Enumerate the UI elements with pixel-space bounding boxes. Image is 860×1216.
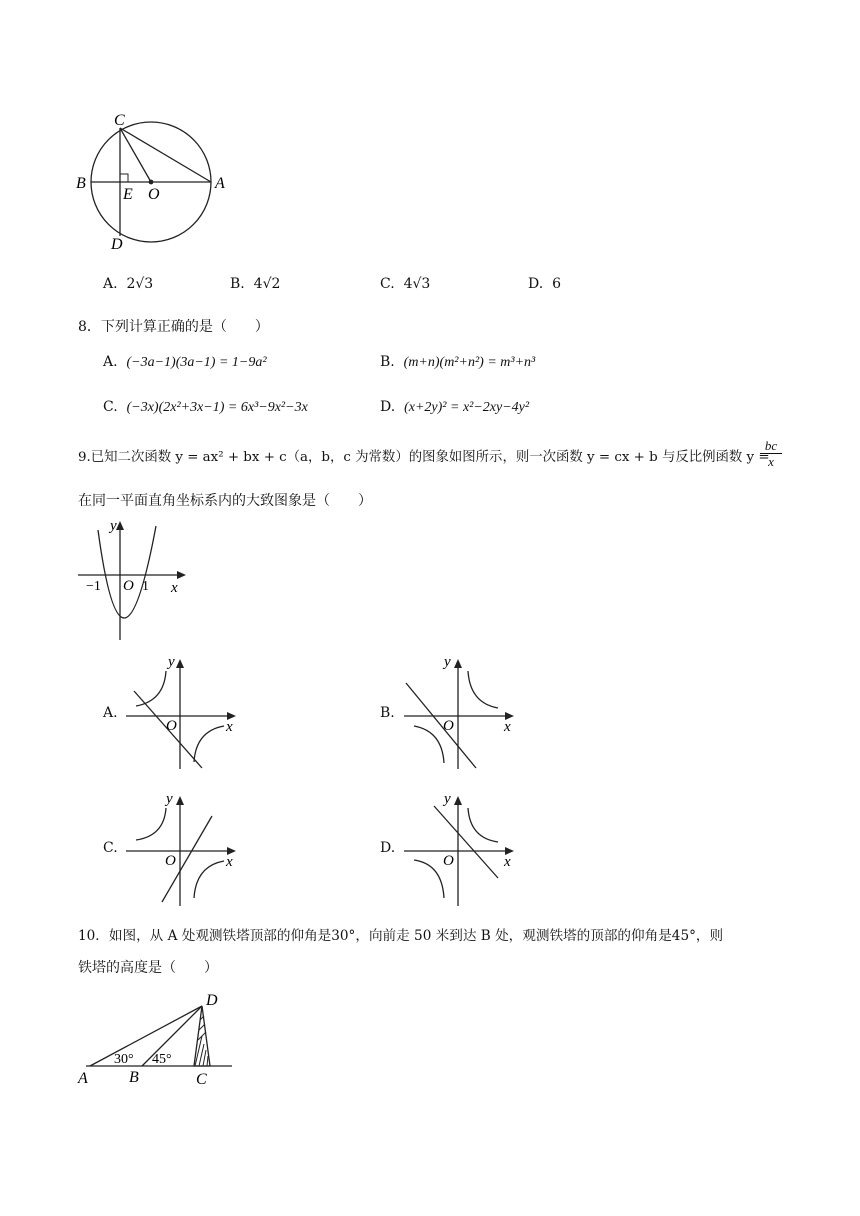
option-value: (−3x)(2x²+3x−1) = 6x³−9x²−3x	[126, 400, 308, 415]
label-d: D	[206, 992, 218, 1009]
y-axis-arrow	[454, 796, 462, 805]
option-value: (x+2y)² = x²−2xy−4y²	[404, 400, 530, 415]
q7-circle-figure	[70, 108, 240, 253]
parabola-curve	[98, 526, 156, 618]
chord-ca	[120, 128, 211, 182]
q9-parabola-figure	[74, 518, 194, 642]
label-c: C	[114, 112, 125, 129]
q9-option-b-graph[interactable]	[398, 653, 523, 773]
label-origin: O	[443, 718, 454, 734]
option-key: A.	[103, 276, 118, 292]
label-d: D	[111, 236, 123, 253]
label-y: y	[168, 654, 175, 670]
right-angle-mark	[120, 174, 128, 182]
option-key: B.	[230, 276, 245, 292]
q8-option-c[interactable]	[103, 399, 308, 416]
option-key: C.	[380, 276, 395, 292]
y-axis-arrow	[176, 796, 184, 805]
hyperbola-branch-3	[414, 860, 444, 898]
label-y: y	[444, 654, 451, 670]
option-key: D.	[380, 399, 396, 415]
y-axis-arrow	[176, 659, 184, 668]
option-value: 4√2	[253, 276, 281, 292]
y-axis-arrow	[116, 521, 124, 530]
y-axis-arrow	[454, 659, 462, 668]
hyperbola-branch-2	[136, 671, 166, 706]
q9-option-a-key[interactable]: A.	[103, 705, 118, 721]
q8-option-a[interactable]	[103, 354, 267, 371]
option-key: D.	[528, 276, 544, 292]
label-origin: O	[165, 853, 176, 869]
hyperbola-branch-4	[194, 726, 224, 762]
label-origin: O	[443, 853, 454, 869]
label-b: B	[129, 1069, 139, 1086]
q9-fraction	[760, 438, 782, 469]
label-b: B	[76, 175, 86, 192]
option-value: 4√3	[403, 276, 431, 292]
option-value: (m+n)(m²+n²) = m³+n³	[403, 355, 536, 370]
hyperbola-branch-3	[414, 726, 444, 763]
label-a: A	[78, 1070, 88, 1087]
label-y: y	[444, 791, 451, 807]
sight-line-b	[142, 1006, 202, 1066]
label-a: A	[215, 175, 225, 192]
hyperbola-branch-1	[468, 808, 498, 842]
label-x: x	[504, 854, 511, 870]
fraction-numerator: bc	[760, 438, 782, 454]
q9-stem-text: 9.已知二次函数 y = ax² + bx + c（a，b，c 为常数）的图象如图所示，则一次函数 y = cx + b 与反比例函数 y =	[78, 450, 770, 465]
label-x: x	[171, 580, 178, 596]
hyperbola-branch-1	[468, 671, 498, 708]
q10-stem-line1: 10．如图，从 A 处观测铁塔顶部的仰角是30°，向前走 50 米到达 B 处，观测铁塔的顶部的仰角是45°，则	[78, 928, 724, 944]
q7-option-a[interactable]	[103, 276, 153, 292]
q9-option-b-key[interactable]: B.	[380, 705, 395, 721]
q10-stem-line2: 铁塔的高度是（ ）	[78, 960, 218, 976]
option-key: A.	[103, 354, 118, 370]
linear-line	[406, 683, 476, 768]
label-x: x	[504, 719, 511, 735]
q8-stem: 8．下列计算正确的是（ ）	[78, 319, 269, 335]
label-origin: O	[123, 578, 134, 594]
label-x: x	[226, 719, 233, 735]
option-value: 6	[552, 276, 562, 292]
q7-option-b[interactable]	[230, 276, 280, 292]
q7-option-c[interactable]	[380, 276, 430, 292]
option-key: B.	[380, 354, 395, 370]
angle-30-label: 30°	[114, 1052, 134, 1067]
hyperbola-branch-2	[136, 808, 166, 840]
q9-option-d-key[interactable]: D.	[380, 840, 396, 856]
q8-option-b[interactable]	[380, 354, 535, 371]
option-value: 2√3	[126, 276, 154, 292]
sight-line-a	[90, 1006, 202, 1066]
label-c: C	[196, 1071, 207, 1088]
option-key: C.	[103, 399, 118, 415]
q7-option-d[interactable]	[528, 276, 561, 292]
q9-option-c-key[interactable]: C.	[103, 840, 118, 856]
center-dot	[149, 180, 154, 185]
x-axis-arrow	[177, 571, 186, 579]
q9-option-d-graph[interactable]	[398, 790, 523, 910]
q9-option-a-graph[interactable]	[120, 653, 245, 773]
label-x: x	[226, 854, 233, 870]
q10-tower-figure	[72, 990, 242, 1090]
label-e: E	[123, 186, 133, 203]
label-origin: O	[166, 718, 177, 734]
option-value: (−3a−1)(3a−1) = 1−9a²	[126, 355, 267, 370]
label-neg1: −1	[86, 579, 101, 594]
label-pos1: 1	[142, 579, 149, 594]
q9-stem-line1	[78, 446, 770, 465]
hyperbola-branch-4	[194, 861, 224, 898]
q9-stem-line2: 在同一平面直角坐标系内的大致图象是（ ）	[78, 493, 372, 509]
label-y: y	[166, 791, 173, 807]
angle-45-label: 45°	[152, 1052, 172, 1067]
q8-option-d[interactable]	[380, 399, 529, 416]
fraction-denominator: x	[768, 454, 774, 469]
q9-option-c-graph[interactable]	[120, 790, 245, 910]
label-o: O	[148, 186, 160, 203]
label-y: y	[110, 518, 117, 534]
